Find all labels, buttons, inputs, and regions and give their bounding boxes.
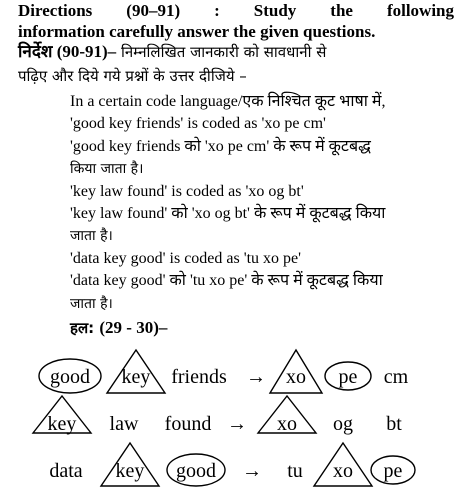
directions-english [18,0,454,42]
directions-hindi-line2: पढ़िए और दिये गये प्रश्नों के उत्तर दीजिये – [18,67,247,85]
statement-2-en: 'key law found' is coded as 'xo og bt' [70,182,304,200]
problem-statement [70,91,460,315]
diagram-row-1 [39,350,409,393]
row2-word3: found [164,413,212,435]
diagram-row-3 [49,443,415,486]
row2-word1: key [47,413,77,435]
row2-code1: xo [277,413,297,435]
directions-english-line1: Directions (90–91) : Study the following [18,1,454,20]
row2-word2: law [109,413,139,435]
row1-word2: key [121,366,151,388]
statement-1-hi-b: किया जाता है। [70,161,144,178]
intro-line: In a certain code language/एक निश्चित कूट भाषा में, [70,93,386,110]
statement-1-en: 'good key friends' is coded as 'xo pe cm' [70,115,326,133]
row2-code3: bt [386,413,402,435]
row1-word3: friends [171,366,227,388]
row2-code2: og [333,413,353,435]
row3-code3: pe [383,460,403,482]
statement-3-hi-a: 'data key good' को 'tu xo pe' के रूप में कूटबद्ध किया [70,272,383,290]
row1-code3: cm [383,366,409,388]
statement-3-en: 'data key good' is coded as 'tu xo pe' [70,249,302,267]
row3-word3: good [176,460,216,482]
directions-hindi [18,40,458,88]
row1-word1: good [50,366,90,388]
row1-arrow: → [246,366,266,388]
directions-hindi-label: निर्देश [18,42,53,61]
row3-word1: data [49,460,83,482]
statement-1-hi-a: 'good key friends को 'xo pe cm' के रूप में कूटबद्ध [70,137,371,155]
diagram-row-2 [33,396,402,435]
directions-hindi-line1-text: निम्नलिखित जानकारी को सावधानी से [120,43,327,61]
row3-code1: tu [287,460,303,482]
solution-heading [70,318,167,338]
row1-code1: xo [286,366,306,388]
directions-hindi-range: (90-91)– [56,42,117,61]
statement-3-hi-b: जाता है। [70,295,113,312]
row1-code2: pe [338,366,358,388]
solution-range: (29 - 30)– [99,318,168,337]
row2-arrow: → [227,413,247,435]
row3-word2: key [115,460,145,482]
directions-hindi-line1 [18,40,458,64]
statement-2-hi-a: 'key law found' को 'xo og bt' के रूप में कूटबद्ध किया [70,205,386,223]
solution-label: हल: [70,319,95,337]
directions-english-line2: information carefully answer the given questions. [18,22,376,41]
statement-2-hi-b: जाता है। [70,228,113,245]
row3-arrow: → [242,460,262,482]
coding-diagram [0,348,464,492]
row3-code2: xo [333,460,353,482]
